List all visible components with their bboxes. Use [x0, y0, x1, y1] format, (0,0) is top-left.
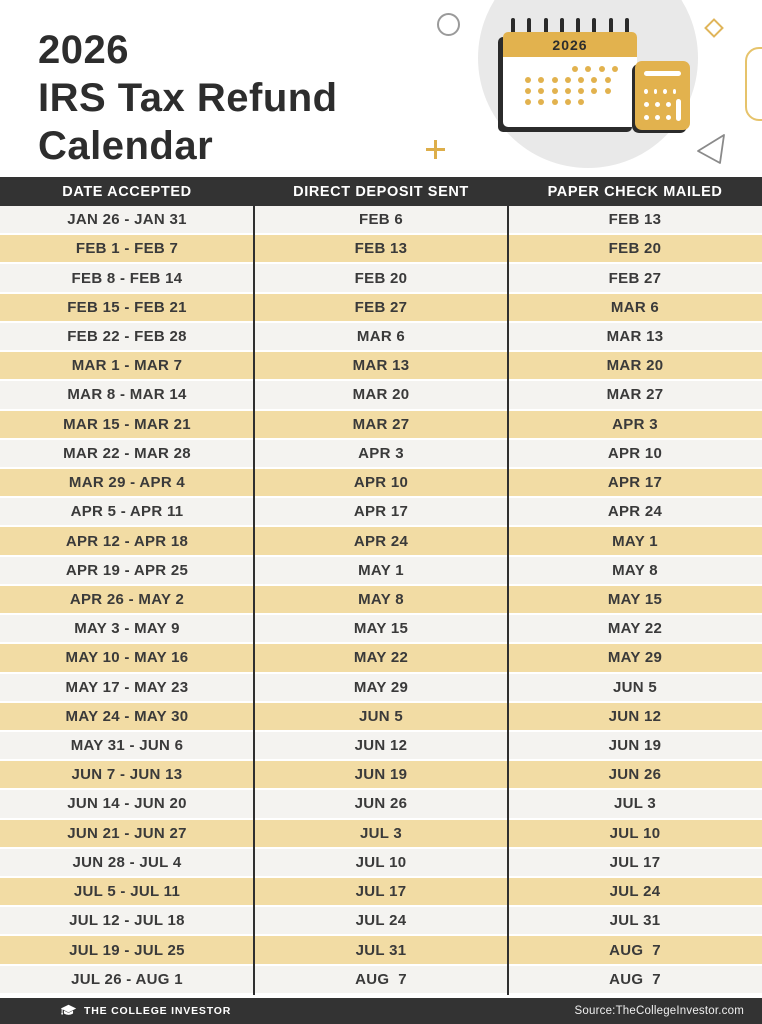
table-cell: MAR 27	[606, 386, 664, 404]
day-dot	[599, 66, 605, 72]
refund-schedule-table	[0, 206, 762, 995]
table-cell: MAY 15	[353, 620, 409, 638]
day-dot	[585, 66, 591, 72]
graduation-cap-icon	[60, 1004, 77, 1018]
table-cell: MAY 31 - JUN 6	[70, 737, 184, 755]
calculator-button-dot	[644, 115, 649, 120]
table-row	[0, 264, 762, 293]
day-dot	[525, 88, 531, 94]
column-divider-2	[507, 206, 509, 995]
table-cell: JUN 19	[354, 766, 408, 784]
table-cell: MAY 3 - MAY 9	[74, 620, 180, 638]
table-row	[0, 703, 762, 732]
table-row	[0, 498, 762, 527]
table-row	[0, 849, 762, 878]
table-cell: MAY 29	[607, 649, 663, 667]
calendar-year-label: 2026	[552, 36, 588, 53]
table-cell: MAR 6	[356, 327, 406, 345]
header	[0, 0, 762, 177]
day-dot-row	[525, 96, 618, 107]
table-cell: APR 17	[607, 474, 663, 492]
table-cell: FEB 1 - FEB 7	[75, 240, 179, 258]
table-cell: JUL 24	[355, 912, 407, 930]
day-dot-row	[525, 85, 618, 96]
calculator-equals-key	[676, 99, 681, 121]
table-cell: FEB 27	[608, 269, 662, 287]
table-cell: MAY 8	[612, 561, 658, 579]
table-cell: MAR 15 - MAR 21	[63, 415, 191, 433]
table-cell: MAY 24 - MAY 30	[65, 707, 189, 725]
table-row	[0, 411, 762, 440]
source-credit: Source:TheCollegeInvestor.com	[574, 1005, 744, 1017]
table-cell: APR 3	[612, 415, 658, 433]
day-dot	[591, 77, 597, 83]
calculator-button-dot	[666, 115, 671, 120]
table-cell: APR 24	[607, 503, 663, 521]
title-line-calendar: Calendar	[38, 124, 214, 168]
table-cell: AUG 7	[355, 970, 407, 988]
table-cell: AUG 7	[609, 941, 661, 959]
table-cell: JUL 26 - AUG 1	[71, 970, 183, 988]
day-dot	[578, 99, 584, 105]
brand-name: THE COLLEGE INVESTOR	[84, 1005, 232, 1017]
table-row	[0, 440, 762, 469]
table-cell: APR 17	[353, 503, 409, 521]
table-row	[0, 381, 762, 410]
table-cell: MAR 1 - MAR 7	[71, 357, 183, 375]
table-cell: MAY 15	[607, 590, 663, 608]
table-cell: JUN 14 - JUN 20	[67, 795, 187, 813]
table-cell: MAY 22	[607, 620, 663, 638]
day-dot	[572, 66, 578, 72]
table-cell: MAR 27	[352, 415, 410, 433]
calculator-button-dot	[644, 102, 649, 107]
day-dot	[605, 77, 611, 83]
table-cell: FEB 20	[608, 240, 662, 258]
table-cell: FEB 13	[608, 211, 662, 229]
table-cell: MAY 10 - MAY 16	[65, 649, 189, 667]
page-title	[38, 26, 338, 170]
table-row	[0, 732, 762, 761]
column-header-direct-deposit: DIRECT DEPOSIT SENT	[293, 183, 469, 200]
day-dot	[578, 88, 584, 94]
table-cell: MAY 22	[353, 649, 409, 667]
day-dot	[605, 88, 611, 94]
table-cell: APR 10	[353, 474, 409, 492]
circle-outline-decoration	[437, 13, 460, 36]
title-line-year: 2026	[38, 28, 129, 72]
table-cell: JUL 5 - JUL 11	[73, 883, 181, 901]
table-cell: APR 24	[353, 532, 409, 550]
table-cell: MAY 1	[612, 532, 658, 550]
plus-decoration	[426, 140, 445, 159]
column-header-date-accepted: DATE ACCEPTED	[62, 183, 192, 200]
table-cell: JUN 12	[608, 707, 662, 725]
table-cell: FEB 13	[354, 240, 408, 258]
table-row	[0, 907, 762, 936]
calculator-display	[644, 71, 681, 76]
table-cell: JUN 12	[354, 737, 408, 755]
table-cell: JUL 3	[359, 824, 403, 842]
table-row	[0, 323, 762, 352]
table-cell: FEB 6	[358, 211, 403, 229]
table-row	[0, 294, 762, 323]
day-dot	[591, 88, 597, 94]
day-dot	[538, 99, 544, 105]
table-row	[0, 557, 762, 586]
table-cell: MAY 17 - MAY 23	[65, 678, 189, 696]
calculator-graphic	[635, 61, 690, 130]
table-cell: JUN 26	[608, 766, 662, 784]
triangle-outline-decoration	[695, 131, 727, 167]
calculator-button-dot	[666, 102, 671, 107]
table-cell: MAR 20	[352, 386, 410, 404]
table-cell: APR 3	[358, 444, 404, 462]
day-dot	[565, 88, 571, 94]
day-dot-row	[525, 63, 618, 74]
table-cell: MAR 29 - APR 4	[68, 474, 186, 492]
table-row	[0, 966, 762, 995]
day-dot	[552, 88, 558, 94]
table-cell: MAR 22 - MAR 28	[63, 444, 191, 462]
table-row	[0, 469, 762, 498]
calendar-year-band	[503, 32, 637, 57]
table-cell: FEB 20	[354, 269, 408, 287]
day-dot	[525, 77, 531, 83]
table-cell: JUL 17	[609, 853, 661, 871]
table-row	[0, 586, 762, 615]
footer-bar	[0, 998, 762, 1024]
table-cell: JUN 5	[612, 678, 658, 696]
table-cell: MAY 8	[358, 590, 404, 608]
table-cell: APR 26 - MAY 2	[69, 590, 185, 608]
table-cell: MAY 29	[353, 678, 409, 696]
day-dot	[538, 77, 544, 83]
table-cell: MAR 6	[610, 298, 660, 316]
table-row	[0, 206, 762, 235]
table-cell: JUL 31	[355, 941, 407, 959]
table-cell: JUL 24	[609, 883, 661, 901]
calculator-button-dot	[644, 89, 648, 94]
rounded-rect-decoration	[745, 47, 762, 121]
day-dot	[552, 77, 558, 83]
table-cell: MAR 20	[606, 357, 664, 375]
table-cell: MAY 1	[358, 561, 404, 579]
table-cell: JUL 31	[609, 912, 661, 930]
column-divider-1	[253, 206, 255, 995]
calculator-button-dot	[655, 102, 660, 107]
table-row	[0, 615, 762, 644]
table-cell: JUN 5	[358, 707, 404, 725]
table-cell: APR 5 - APR 11	[70, 503, 184, 521]
calculator-button-dot	[654, 89, 658, 94]
table-cell: FEB 8 - FEB 14	[71, 269, 183, 287]
table-cell: JUL 17	[355, 883, 407, 901]
calculator-button-dot	[663, 89, 667, 94]
table-cell: MAR 13	[352, 357, 410, 375]
day-dot	[612, 66, 618, 72]
brand-logo	[60, 1004, 231, 1018]
calculator-button-dot	[673, 89, 677, 94]
column-header-paper-check: PAPER CHECK MAILED	[547, 183, 723, 200]
table-cell: MAR 8 - MAR 14	[67, 386, 187, 404]
calculator-button-row	[644, 85, 682, 98]
table-header-row	[0, 177, 762, 206]
table-cell: JAN 26 - JAN 31	[67, 211, 187, 229]
table-cell: JUN 21 - JUN 27	[67, 824, 187, 842]
table-row	[0, 761, 762, 790]
table-row	[0, 527, 762, 556]
table-cell: JUL 10	[355, 853, 407, 871]
table-cell: FEB 27	[354, 298, 408, 316]
table-cell: JUL 10	[609, 824, 661, 842]
table-cell: FEB 15 - FEB 21	[67, 298, 187, 316]
table-cell: JUL 3	[613, 795, 657, 813]
table-row	[0, 644, 762, 673]
table-row	[0, 352, 762, 381]
day-dot	[552, 99, 558, 105]
day-dot	[565, 99, 571, 105]
table-cell: FEB 22 - FEB 28	[67, 327, 187, 345]
table-cell: JUN 19	[608, 737, 662, 755]
day-dot	[578, 77, 584, 83]
table-cell: APR 10	[607, 444, 663, 462]
table-row	[0, 936, 762, 965]
table-row	[0, 235, 762, 264]
table-cell: JUL 12 - JUL 18	[69, 912, 185, 930]
table-cell: MAR 13	[606, 327, 664, 345]
day-dot	[525, 99, 531, 105]
table-row	[0, 790, 762, 819]
table-cell: JUN 26	[354, 795, 408, 813]
table-row	[0, 674, 762, 703]
table-cell: APR 12 - APR 18	[65, 532, 189, 550]
calendar-graphic	[503, 32, 637, 127]
day-dot-row	[525, 74, 618, 85]
table-cell: JUL 19 - JUL 25	[69, 941, 185, 959]
table-row	[0, 878, 762, 907]
table-cell: APR 19 - APR 25	[65, 561, 189, 579]
calculator-button-dot	[655, 115, 660, 120]
day-dot	[538, 88, 544, 94]
table-cell: JUN 7 - JUN 13	[71, 766, 183, 784]
table-row	[0, 820, 762, 849]
table-cell: JUN 28 - JUL 4	[72, 853, 182, 871]
calendar-day-dots	[525, 63, 618, 107]
title-line-subject: IRS Tax Refund	[38, 76, 338, 120]
table-cell: AUG 7	[609, 970, 661, 988]
day-dot	[565, 77, 571, 83]
